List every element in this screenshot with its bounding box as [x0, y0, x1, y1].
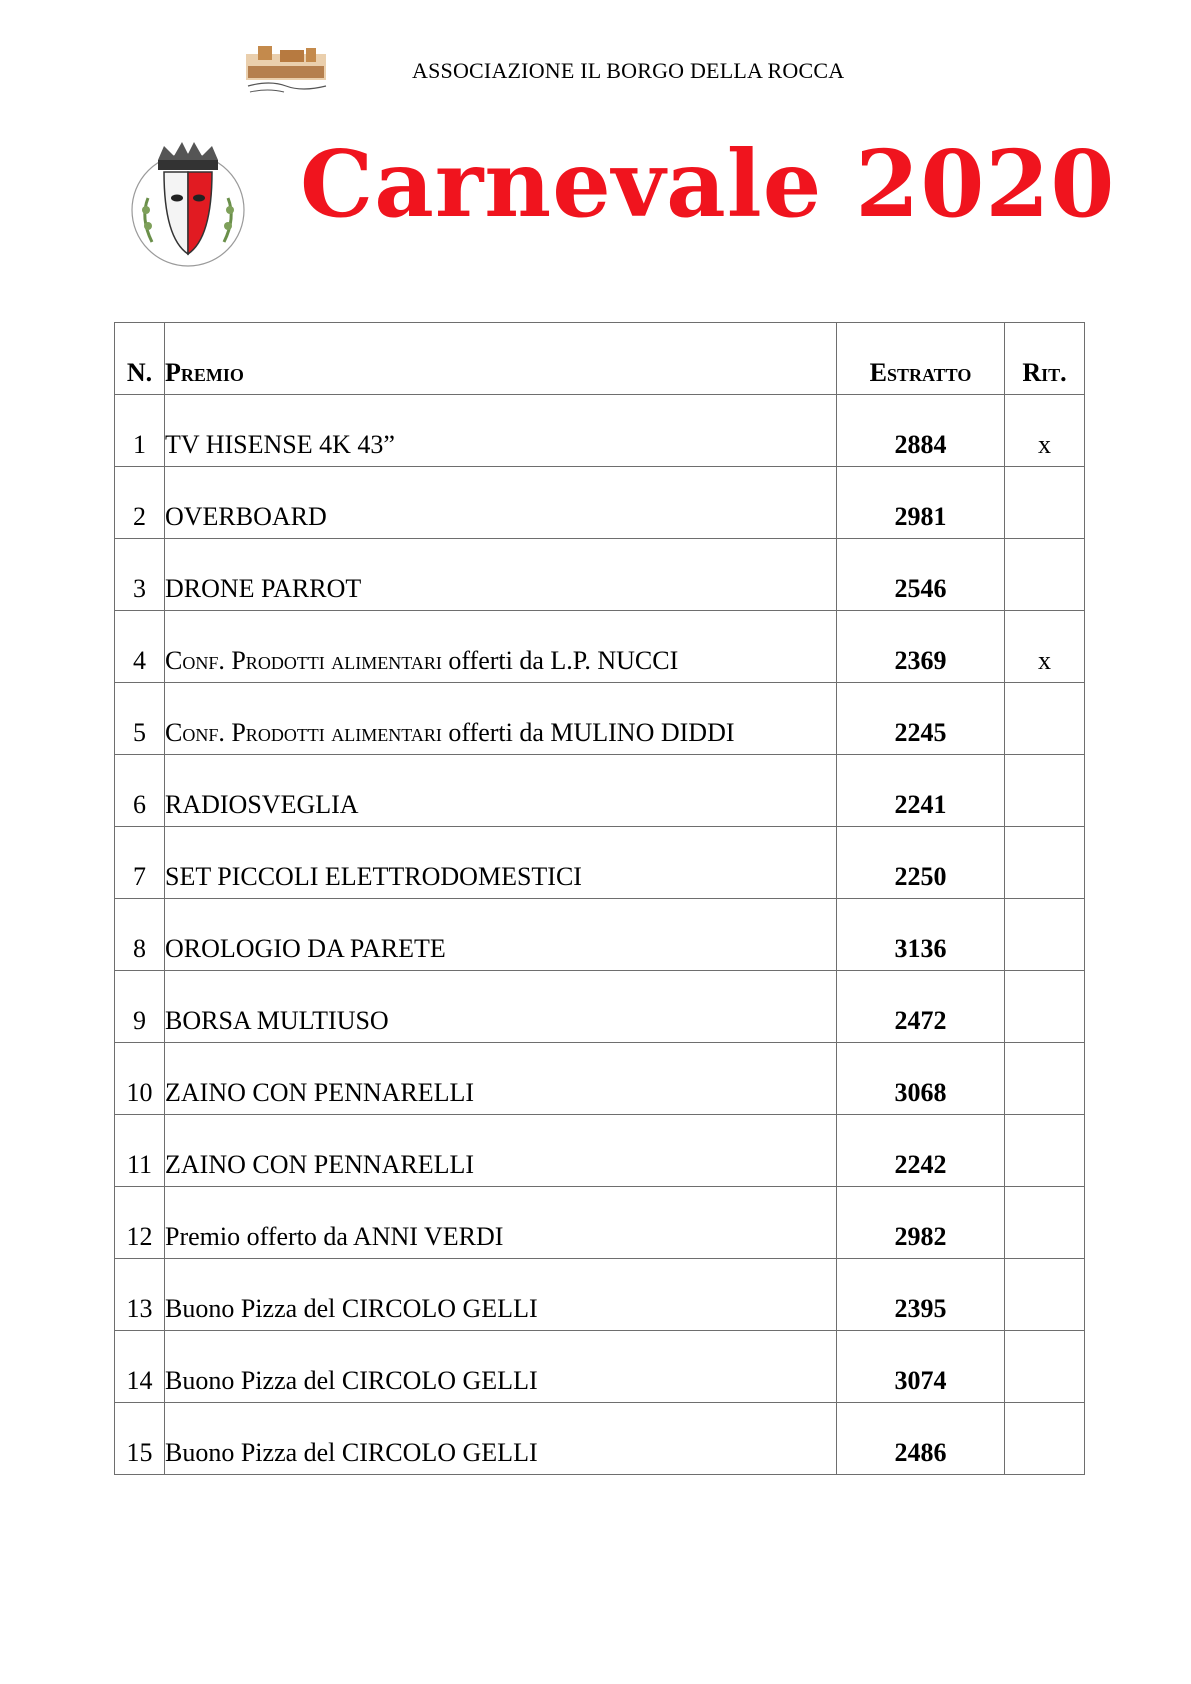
table-row	[115, 1115, 1085, 1187]
header-number: N.	[115, 323, 165, 395]
collected-mark	[1005, 971, 1085, 1043]
header-collected: Rit.	[1005, 323, 1085, 395]
table-row	[115, 611, 1085, 683]
drawn-number: 2369	[837, 611, 1005, 683]
collected-mark	[1005, 1187, 1085, 1259]
prize-text: Buono Pizza del CIRCOLO GELLI	[165, 1294, 538, 1323]
collected-mark	[1005, 827, 1085, 899]
prize-name	[165, 539, 837, 611]
prize-name	[165, 1043, 837, 1115]
header-prize: Premio	[165, 323, 837, 395]
collected-mark	[1005, 1115, 1085, 1187]
drawn-number: 2245	[837, 683, 1005, 755]
drawn-number: 2981	[837, 467, 1005, 539]
collected-mark	[1005, 1331, 1085, 1403]
drawn-number: 2242	[837, 1115, 1005, 1187]
drawn-number: 2395	[837, 1259, 1005, 1331]
prize-name	[165, 467, 837, 539]
row-number: 11	[115, 1115, 165, 1187]
row-number: 2	[115, 467, 165, 539]
prize-text: Buono Pizza del CIRCOLO GELLI	[165, 1366, 538, 1395]
row-number: 10	[115, 1043, 165, 1115]
prize-name	[165, 827, 837, 899]
drawn-number: 2250	[837, 827, 1005, 899]
prize-text: Premio offerto da ANNI VERDI	[165, 1222, 504, 1251]
row-number: 14	[115, 1331, 165, 1403]
table-row	[115, 683, 1085, 755]
table-row	[115, 539, 1085, 611]
table-row	[115, 755, 1085, 827]
table-row	[115, 971, 1085, 1043]
row-number: 9	[115, 971, 165, 1043]
collected-mark	[1005, 1259, 1085, 1331]
collected-mark	[1005, 755, 1085, 827]
row-number: 1	[115, 395, 165, 467]
prize-prefix: Conf. Prodotti alimentari	[165, 646, 442, 675]
prize-name	[165, 971, 837, 1043]
prize-table	[114, 322, 1085, 1475]
prize-name	[165, 395, 837, 467]
table-header-row	[115, 323, 1085, 395]
prize-name	[165, 899, 837, 971]
prize-name	[165, 755, 837, 827]
prize-name	[165, 1403, 837, 1475]
prize-text: ZAINO CON PENNARELLI	[165, 1150, 475, 1179]
row-number: 3	[115, 539, 165, 611]
table-row	[115, 827, 1085, 899]
table-row	[115, 467, 1085, 539]
row-number: 15	[115, 1403, 165, 1475]
prize-text: Buono Pizza del CIRCOLO GELLI	[165, 1438, 538, 1467]
collected-mark: x	[1005, 611, 1085, 683]
table-row	[115, 1043, 1085, 1115]
row-number: 5	[115, 683, 165, 755]
prize-text: offerti da L.P. NUCCI	[441, 646, 679, 675]
prize-prefix: Conf. Prodotti alimentari	[165, 718, 442, 747]
prize-text: BORSA MULTIUSO	[165, 1006, 389, 1035]
prize-text: OVERBOARD	[165, 502, 327, 531]
prize-name	[165, 683, 837, 755]
prize-text: SET PICCOLI ELETTRODOMESTICI	[165, 862, 582, 891]
table-row	[115, 1331, 1085, 1403]
table-row	[115, 1187, 1085, 1259]
row-number: 7	[115, 827, 165, 899]
drawn-number: 2982	[837, 1187, 1005, 1259]
carnival-mask-crest	[122, 138, 254, 273]
prize-text: RADIOSVEGLIA	[165, 790, 359, 819]
drawn-number: 2241	[837, 755, 1005, 827]
collected-mark	[1005, 1403, 1085, 1475]
page-title: Carnevale 2020	[300, 130, 1116, 238]
prize-name	[165, 611, 837, 683]
drawn-number: 2472	[837, 971, 1005, 1043]
table-row	[115, 1259, 1085, 1331]
row-number: 12	[115, 1187, 165, 1259]
drawn-number: 3068	[837, 1043, 1005, 1115]
collected-mark	[1005, 539, 1085, 611]
drawn-number: 2884	[837, 395, 1005, 467]
prize-text: ZAINO CON PENNARELLI	[165, 1078, 475, 1107]
row-number: 6	[115, 755, 165, 827]
row-number: 8	[115, 899, 165, 971]
table-row	[115, 1403, 1085, 1475]
collected-mark	[1005, 899, 1085, 971]
drawn-number: 3074	[837, 1331, 1005, 1403]
prize-name	[165, 1259, 837, 1331]
collected-mark	[1005, 683, 1085, 755]
prize-name	[165, 1331, 837, 1403]
prize-text: DRONE PARROT	[165, 574, 362, 603]
collected-mark	[1005, 1043, 1085, 1115]
drawn-number: 2486	[837, 1403, 1005, 1475]
row-number: 13	[115, 1259, 165, 1331]
association-name: ASSOCIAZIONE IL BORGO DELLA ROCCA	[412, 58, 845, 83]
drawn-number: 2546	[837, 539, 1005, 611]
drawn-number: 3136	[837, 899, 1005, 971]
association-logo	[240, 40, 332, 96]
prize-name	[165, 1187, 837, 1259]
collected-mark: x	[1005, 395, 1085, 467]
collected-mark	[1005, 467, 1085, 539]
row-number: 4	[115, 611, 165, 683]
table-row	[115, 899, 1085, 971]
prize-text: TV HISENSE 4K 43”	[165, 430, 395, 459]
prize-name	[165, 1115, 837, 1187]
prize-text: offerti da MULINO DIDDI	[441, 718, 735, 747]
prize-text: OROLOGIO DA PARETE	[165, 934, 446, 963]
table-row	[115, 395, 1085, 467]
header-drawn: Estratto	[837, 323, 1005, 395]
